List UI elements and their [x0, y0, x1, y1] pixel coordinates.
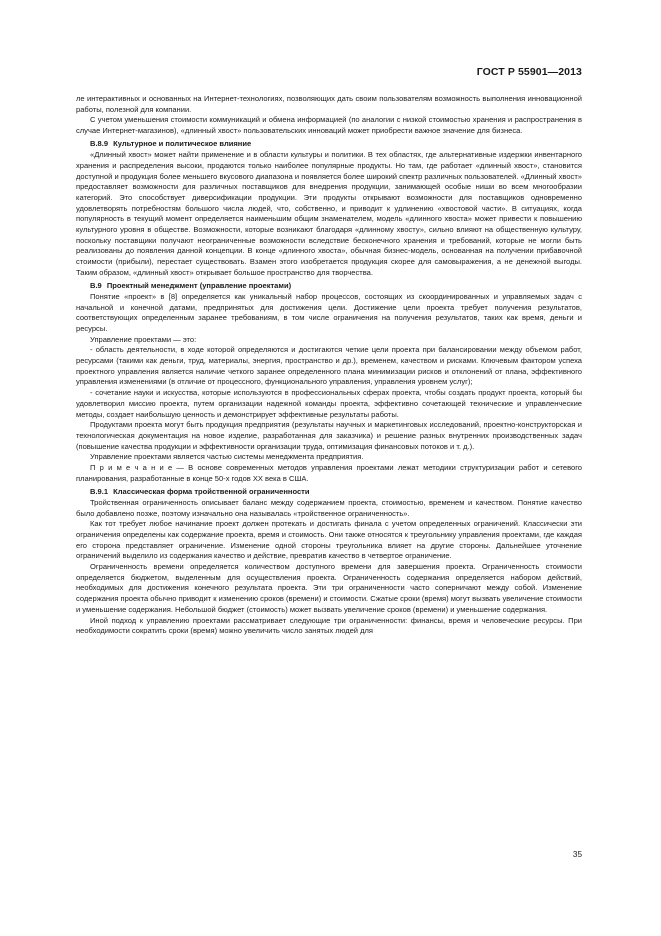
paragraph: Тройственная ограниченность описывает баланс между содержанием проекта, стоимостью, временем и качеством. Понятие качество было добавлено позже, поэтому изначально она называлась «тройственное ограниченность».	[76, 497, 582, 518]
section-heading-b9	[76, 281, 582, 292]
standard-header: ГОСТ Р 55901—2013	[476, 66, 582, 78]
paragraph: Ограниченность времени определяется количеством доступного времени для завершения проекта. Ограниченность стоимости определяется бюджетом, выделенным для осуществления проекта. Ограниченность содержания определяется набором действий, необходимых для достижения конечного результата проекта. Эти три ограниченности часто соперничают между собой. Изменение содержания проекта обычно приводит к изменению сроков (времени) и стоимости. Сжатые сроки (время) могут вызвать увеличение стоимости и уменьшение содержания. Небольшой бюджет (стоимость) может вызвать увеличение сроков (времени) и уменьшение содержания.	[76, 562, 582, 614]
section-number: В.8.9	[90, 139, 109, 149]
note-label: П р и м е ч а н и е	[90, 463, 173, 473]
section-number: В.9	[90, 281, 102, 291]
paragraph: Как тот требует любое начинание проект должен протекать и достигать финала с учетом определенных ограничений. Классически эти ограничения определены как содержание проекта, время и стоимость. Они также относятся к треугольнику управления проектами, где каждая его сторона представляет ограничение. Изменение одной стороны треугольника влияет на другие стороны. Дальнейшее уточнение ограничений выделило из содержания качество и действие, превратив качество в четвертое ограничение.	[76, 519, 582, 561]
paragraph: Продуктами проекта могут быть продукция предприятия (результаты научных и маркетинговых исследований, проектно-конструкторская и технологическая документация на новое изделие, разработанная для заказчика) и решение разных внутренних производственных задач (повышение качества продукции и эффективности организации труда, оптимизация финансовых потоков и т. д.).	[76, 420, 582, 451]
note	[76, 463, 582, 484]
section-title: Классическая форма тройственной ограниченности	[113, 487, 310, 497]
paragraph: С учетом уменьшения стоимости коммуникаций и обмена информацией (по аналогии с низкой стоимостью хранения и распространения в случае Интернет-магазинов), «длинный хвост» пользовательских инноваций может приобрести важное значение для бизнеса.	[76, 115, 582, 136]
paragraph: «Длинный хвост» может найти применение и в области культуры и политики. В тех областях, где альтернативные издержки инвентарного хранения и распределения высоки, продаются только наиболее популярные продукты. Но там, где работает «длинный хвост», становится доступной и продукция более меньшего вкусового диапазона и появляется более широкий спектр различных пользователей. «Длинный хвост» предоставляет возможности для различных поставщиков для внедрения продукции, занимающей особые ниши во всем многообразии категорий. Это способствует диверсификации продукции. Эти продукты открывают возможности для поставщиков одновременно удовлетворять потребностям большого числа людей, что, собственно, и приводит к удлинению «хвостовой части». В ситуациях, когда популярность в текущий момент определяется наименьшим общим знаменателем, модель «длинного хвоста» может привести к повышению культурного уровня в обществе. Возможности, которые возникают благодаря «длинному хвосту», сильно влияют на общественную культуру, поскольку поставщики получают неограниченные возможности вследствие бесконечного хранения и требований, которые не могли быть реализованы до появления данной концепции. В конце «длинного хвоста», обычная бизнес-модель, основанная на получении прибавочной стоимости (прибыли), перестает существовать. Взамен этого изобретается продукция скорее для самовыражения, а не денежной выгоды. Таким образом, «длинный хвост» открывает большое пространство для творчества.	[76, 150, 582, 277]
section-heading-b91	[76, 487, 582, 498]
section-title: Культурное и политическое влияние	[113, 139, 252, 149]
paragraph: Понятие «проект» в [8] определяется как уникальный набор процессов, состоящих из скоординированных и управляемых задач с начальной и конечной датами, предпринятых для достижения цели. Достижение цели проекта требует получения результатов, соответствующих определенным заранее требованиям, в том числе ограничения на получения результатов, таких как время, деньги и ресурсы.	[76, 291, 582, 333]
section-heading-b89	[76, 139, 582, 150]
section-number: В.9.1	[90, 487, 109, 497]
paragraph: Иной подход к управлению проектами рассматривает следующие три ограниченности: финансы, время и человеческие ресурсы. При необходимости сократить сроки (время) можно увеличить число занятых людей для	[76, 615, 582, 636]
paragraph: Управление проектами — это:	[90, 334, 197, 344]
section-title: Проектный менеджмент (управление проектами)	[106, 281, 292, 291]
note-text: — В основе современных методов управления проектами лежат методики структуризации работ и сетевого планирования, разработанные в конце 50-х годов XX века в США.	[76, 463, 582, 483]
list-item: - сочетание науки и искусства, которые используются в профессиональных сферах проекта, чтобы создать продукт проекта, который бы удовлетворил миссию проекта, путем организации надежной команды проекта, эффективно сочетающей технические и управленческие методы, создает наибольшую ценность и демонстрирует эффективные результаты работы.	[76, 388, 582, 419]
paragraph: ле интерактивных и основанных на Интернет-технологиях, позволяющих дать своим пользователям возможность выполнения инновационной работы, полезной для компании.	[76, 94, 582, 114]
document-body	[76, 94, 582, 637]
page-number: 35	[572, 850, 582, 859]
paragraph: Управление проектами является частью системы менеджмента предприятия.	[90, 452, 364, 462]
list-item: - область деятельности, в ходе которой определяются и достигаются четкие цели проекта при балансировании между объемом работ, ресурсами (такими как деньги, труд, материалы, энергия, пространство и др.), временем, качеством и рисками. Ключевым фактором успеха проектного управления является наличие четкого заранее определенного плана минимизации рисков и отклонений от плана, эффективного управления изменениями (в отличие от процессного, функционального управления, управления уровнем услуг);	[76, 345, 582, 387]
